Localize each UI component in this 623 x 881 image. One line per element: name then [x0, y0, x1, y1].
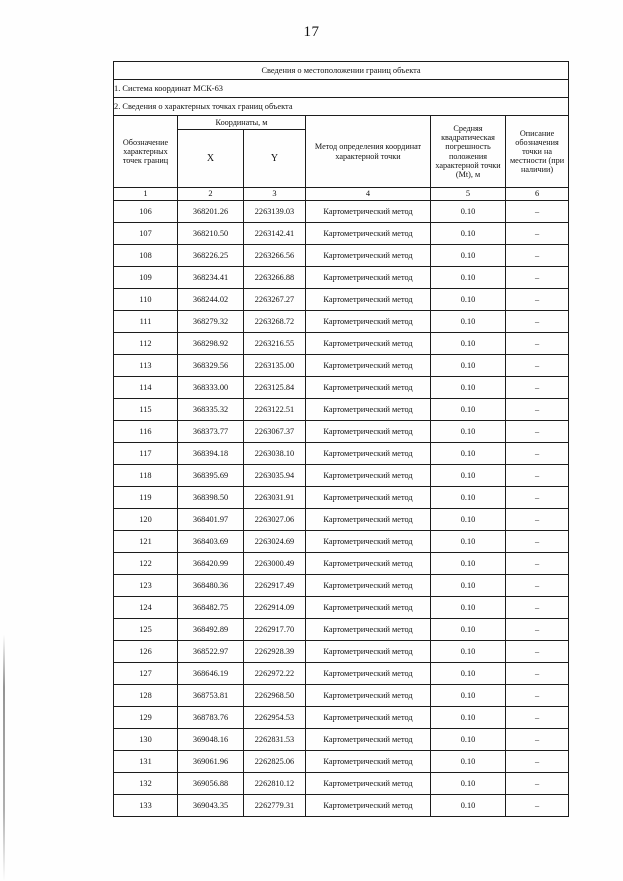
cell-description: – [506, 377, 569, 399]
table-row [114, 443, 569, 465]
cell-point-number: 127 [114, 663, 178, 685]
column-number-row [114, 188, 569, 201]
table-row [114, 201, 569, 223]
cell-method: Картометрический метод [306, 531, 431, 553]
cell-mean-square-error: 0.10 [431, 509, 506, 531]
header-row-top [114, 116, 569, 130]
table-row [114, 421, 569, 443]
cell-point-number: 128 [114, 685, 178, 707]
cell-point-number: 132 [114, 773, 178, 795]
cell-point-number: 116 [114, 421, 178, 443]
cell-point-number: 111 [114, 311, 178, 333]
cell-coordinate-y: 2263000.49 [244, 553, 306, 575]
cell-mean-square-error: 0.10 [431, 597, 506, 619]
boundary-points-table [113, 61, 569, 817]
cell-coordinate-x: 368298.92 [178, 333, 244, 355]
cell-method: Картометрический метод [306, 355, 431, 377]
table-row [114, 377, 569, 399]
table-row [114, 751, 569, 773]
cell-description: – [506, 707, 569, 729]
cell-method: Картометрический метод [306, 245, 431, 267]
cell-coordinate-y: 2263031.91 [244, 487, 306, 509]
cell-method: Картометрический метод [306, 641, 431, 663]
cell-coordinate-y: 2263266.88 [244, 267, 306, 289]
cell-coordinate-x: 369056.88 [178, 773, 244, 795]
cell-mean-square-error: 0.10 [431, 795, 506, 817]
cell-coordinate-x: 368226.25 [178, 245, 244, 267]
cell-coordinate-y: 2263122.51 [244, 399, 306, 421]
cell-point-number: 124 [114, 597, 178, 619]
cell-mean-square-error: 0.10 [431, 465, 506, 487]
section-1-row [114, 80, 569, 98]
cell-point-number: 129 [114, 707, 178, 729]
cell-coordinate-x: 368333.00 [178, 377, 244, 399]
cell-coordinate-y: 2262917.49 [244, 575, 306, 597]
cell-mean-square-error: 0.10 [431, 531, 506, 553]
cell-method: Картометрический метод [306, 377, 431, 399]
cell-coordinate-y: 2262954.53 [244, 707, 306, 729]
cell-point-number: 121 [114, 531, 178, 553]
cell-coordinate-y: 2263268.72 [244, 311, 306, 333]
column-number-3: 3 [244, 188, 306, 201]
cell-coordinate-y: 2262914.09 [244, 597, 306, 619]
cell-coordinate-x: 369048.16 [178, 729, 244, 751]
header-point-designation: Обозначение характерных точек границ [114, 116, 178, 188]
cell-description: – [506, 487, 569, 509]
cell-coordinate-x: 369061.96 [178, 751, 244, 773]
cell-method: Картометрический метод [306, 751, 431, 773]
header-coordinate-x: X [178, 130, 244, 188]
cell-coordinate-x: 368335.32 [178, 399, 244, 421]
cell-method: Картометрический метод [306, 773, 431, 795]
cell-point-number: 130 [114, 729, 178, 751]
cell-method: Картометрический метод [306, 487, 431, 509]
cell-mean-square-error: 0.10 [431, 773, 506, 795]
cell-mean-square-error: 0.10 [431, 729, 506, 751]
cell-description: – [506, 773, 569, 795]
cell-point-number: 133 [114, 795, 178, 817]
cell-description: – [506, 531, 569, 553]
page-number: 17 [303, 24, 320, 40]
cell-description: – [506, 509, 569, 531]
cell-point-number: 125 [114, 619, 178, 641]
cell-mean-square-error: 0.10 [431, 399, 506, 421]
cell-coordinate-y: 2262968.50 [244, 685, 306, 707]
cell-coordinate-y: 2262779.31 [244, 795, 306, 817]
cell-method: Картометрический метод [306, 509, 431, 531]
cell-coordinate-y: 2262972.22 [244, 663, 306, 685]
cell-coordinate-y: 2263027.06 [244, 509, 306, 531]
cell-coordinate-x: 368753.81 [178, 685, 244, 707]
cell-mean-square-error: 0.10 [431, 707, 506, 729]
cell-mean-square-error: 0.10 [431, 311, 506, 333]
header-point-description: Описание обозначения точки на местности (при наличии) [506, 116, 569, 188]
cell-point-number: 126 [114, 641, 178, 663]
table-row [114, 575, 569, 597]
cell-coordinate-x: 368279.32 [178, 311, 244, 333]
cell-mean-square-error: 0.10 [431, 663, 506, 685]
cell-method: Картометрический метод [306, 729, 431, 751]
cell-description: – [506, 399, 569, 421]
cell-mean-square-error: 0.10 [431, 201, 506, 223]
cell-coordinate-x: 368394.18 [178, 443, 244, 465]
header-mean-square-error: Средняя квадратическая погрешность положения характерной точки (Mt), м [431, 116, 506, 188]
table-row [114, 553, 569, 575]
cell-method: Картометрический метод [306, 201, 431, 223]
table-title: Сведения о местоположении границ объекта [114, 62, 569, 80]
cell-description: – [506, 267, 569, 289]
cell-method: Картометрический метод [306, 575, 431, 597]
cell-coordinate-x: 368646.19 [178, 663, 244, 685]
cell-coordinate-x: 368522.97 [178, 641, 244, 663]
cell-coordinate-y: 2263266.56 [244, 245, 306, 267]
cell-mean-square-error: 0.10 [431, 333, 506, 355]
column-number-5: 5 [431, 188, 506, 201]
table-row [114, 333, 569, 355]
table-row [114, 729, 569, 751]
cell-coordinate-x: 368783.76 [178, 707, 244, 729]
cell-description: – [506, 421, 569, 443]
cell-mean-square-error: 0.10 [431, 245, 506, 267]
table-row [114, 773, 569, 795]
cell-point-number: 108 [114, 245, 178, 267]
cell-method: Картометрический метод [306, 597, 431, 619]
table-row [114, 289, 569, 311]
cell-mean-square-error: 0.10 [431, 289, 506, 311]
cell-coordinate-y: 2263035.94 [244, 465, 306, 487]
cell-coordinate-x: 368210.50 [178, 223, 244, 245]
cell-coordinate-y: 2263139.03 [244, 201, 306, 223]
cell-method: Картометрический метод [306, 333, 431, 355]
section-2-row [114, 98, 569, 116]
cell-mean-square-error: 0.10 [431, 575, 506, 597]
cell-description: – [506, 201, 569, 223]
cell-coordinate-x: 368420.99 [178, 553, 244, 575]
cell-point-number: 117 [114, 443, 178, 465]
table-title-row [114, 62, 569, 80]
column-number-4: 4 [306, 188, 431, 201]
cell-description: – [506, 311, 569, 333]
cell-description: – [506, 575, 569, 597]
cell-description: – [506, 553, 569, 575]
cell-method: Картометрический метод [306, 311, 431, 333]
cell-description: – [506, 223, 569, 245]
cell-description: – [506, 641, 569, 663]
cell-coordinate-x: 368401.97 [178, 509, 244, 531]
table-row [114, 509, 569, 531]
cell-mean-square-error: 0.10 [431, 685, 506, 707]
cell-point-number: 114 [114, 377, 178, 399]
cell-method: Картометрический метод [306, 223, 431, 245]
scan-edge-artifact [3, 0, 5, 881]
cell-coordinate-y: 2262825.06 [244, 751, 306, 773]
cell-coordinate-x: 368398.50 [178, 487, 244, 509]
cell-coordinate-y: 2262810.12 [244, 773, 306, 795]
column-number-1: 1 [114, 188, 178, 201]
table-row [114, 311, 569, 333]
table-row [114, 531, 569, 553]
cell-point-number: 122 [114, 553, 178, 575]
cell-description: – [506, 619, 569, 641]
cell-point-number: 107 [114, 223, 178, 245]
cell-method: Картометрический метод [306, 553, 431, 575]
cell-coordinate-x: 368395.69 [178, 465, 244, 487]
table-row [114, 619, 569, 641]
cell-coordinate-x: 368244.02 [178, 289, 244, 311]
cell-coordinate-x: 368373.77 [178, 421, 244, 443]
cell-coordinate-y: 2262917.70 [244, 619, 306, 641]
cell-coordinate-x: 369043.35 [178, 795, 244, 817]
column-number-6: 6 [506, 188, 569, 201]
cell-description: – [506, 597, 569, 619]
cell-method: Картометрический метод [306, 663, 431, 685]
cell-coordinate-y: 2263216.55 [244, 333, 306, 355]
cell-description: – [506, 355, 569, 377]
cell-coordinate-x: 368234.41 [178, 267, 244, 289]
cell-description: – [506, 289, 569, 311]
cell-mean-square-error: 0.10 [431, 421, 506, 443]
cell-point-number: 112 [114, 333, 178, 355]
cell-coordinate-x: 368329.56 [178, 355, 244, 377]
cell-point-number: 118 [114, 465, 178, 487]
cell-coordinate-x: 368201.26 [178, 201, 244, 223]
cell-point-number: 131 [114, 751, 178, 773]
cell-mean-square-error: 0.10 [431, 223, 506, 245]
cell-method: Картометрический метод [306, 465, 431, 487]
cell-mean-square-error: 0.10 [431, 443, 506, 465]
cell-mean-square-error: 0.10 [431, 355, 506, 377]
cell-point-number: 120 [114, 509, 178, 531]
cell-coordinate-y: 2263125.84 [244, 377, 306, 399]
cell-method: Картометрический метод [306, 795, 431, 817]
cell-point-number: 109 [114, 267, 178, 289]
cell-mean-square-error: 0.10 [431, 267, 506, 289]
cell-coordinate-x: 368403.69 [178, 531, 244, 553]
cell-point-number: 113 [114, 355, 178, 377]
cell-mean-square-error: 0.10 [431, 751, 506, 773]
cell-method: Картометрический метод [306, 685, 431, 707]
cell-description: – [506, 795, 569, 817]
table-row [114, 223, 569, 245]
cell-description: – [506, 663, 569, 685]
cell-description: – [506, 245, 569, 267]
table-row [114, 685, 569, 707]
table-row [114, 399, 569, 421]
section-2-label: 2. Сведения о характерных точках границ объекта [114, 98, 569, 116]
cell-description: – [506, 333, 569, 355]
cell-coordinate-y: 2263038.10 [244, 443, 306, 465]
table-row [114, 597, 569, 619]
cell-coordinate-y: 2263024.69 [244, 531, 306, 553]
cell-mean-square-error: 0.10 [431, 641, 506, 663]
table-row [114, 355, 569, 377]
table-row [114, 245, 569, 267]
cell-coordinate-y: 2263267.27 [244, 289, 306, 311]
cell-point-number: 110 [114, 289, 178, 311]
cell-point-number: 115 [114, 399, 178, 421]
cell-point-number: 106 [114, 201, 178, 223]
header-coordinate-y: Y [244, 130, 306, 188]
cell-description: – [506, 685, 569, 707]
table-row [114, 641, 569, 663]
cell-method: Картометрический метод [306, 707, 431, 729]
table-row [114, 663, 569, 685]
cell-mean-square-error: 0.10 [431, 619, 506, 641]
section-1-label: 1. Система координат МСК-63 [114, 80, 569, 98]
table-body [114, 62, 569, 817]
table-row [114, 465, 569, 487]
header-coordinates-group: Координаты, м [178, 116, 306, 130]
cell-method: Картометрический метод [306, 399, 431, 421]
table-row [114, 707, 569, 729]
cell-mean-square-error: 0.10 [431, 487, 506, 509]
header-determination-method: Метод определения координат характерной точки [306, 116, 431, 188]
cell-method: Картометрический метод [306, 421, 431, 443]
cell-coordinate-y: 2263135.00 [244, 355, 306, 377]
cell-method: Картометрический метод [306, 443, 431, 465]
cell-method: Картометрический метод [306, 619, 431, 641]
cell-coordinate-x: 368482.75 [178, 597, 244, 619]
cell-description: – [506, 729, 569, 751]
table-row [114, 267, 569, 289]
cell-mean-square-error: 0.10 [431, 377, 506, 399]
cell-coordinate-y: 2262831.53 [244, 729, 306, 751]
cell-point-number: 119 [114, 487, 178, 509]
cell-method: Картометрический метод [306, 289, 431, 311]
cell-description: – [506, 443, 569, 465]
cell-coordinate-x: 368492.89 [178, 619, 244, 641]
cell-coordinate-y: 2263067.37 [244, 421, 306, 443]
table-row [114, 487, 569, 509]
cell-point-number: 123 [114, 575, 178, 597]
column-number-2: 2 [178, 188, 244, 201]
cell-description: – [506, 465, 569, 487]
cell-mean-square-error: 0.10 [431, 553, 506, 575]
table-row [114, 795, 569, 817]
cell-coordinate-y: 2263142.41 [244, 223, 306, 245]
cell-method: Картометрический метод [306, 267, 431, 289]
cell-coordinate-y: 2262928.39 [244, 641, 306, 663]
cell-coordinate-x: 368480.36 [178, 575, 244, 597]
cell-description: – [506, 751, 569, 773]
